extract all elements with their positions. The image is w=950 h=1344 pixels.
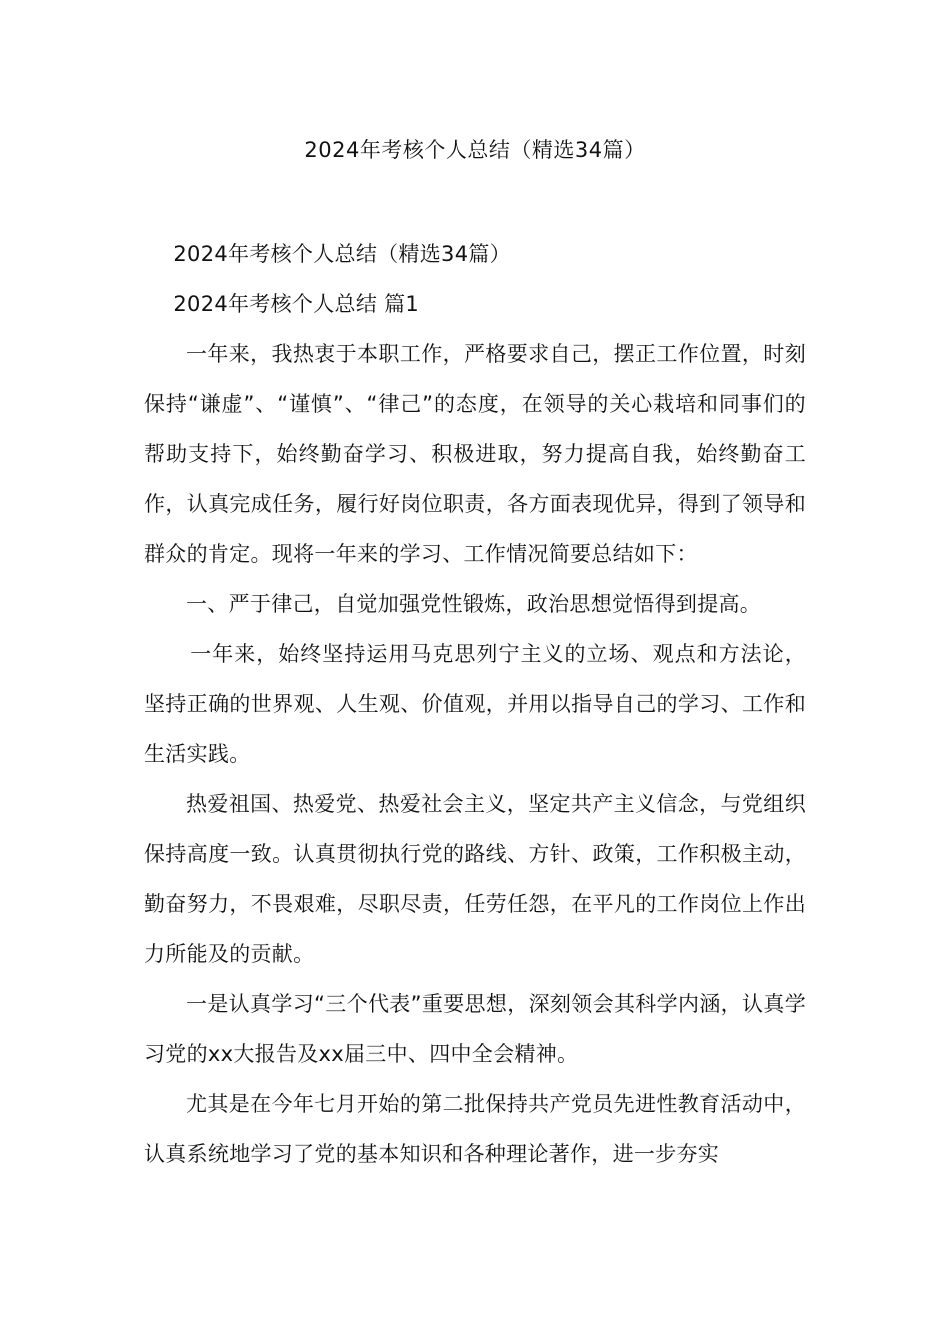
paragraph: 一是认真学习“三个代表”重要思想，深刻领会其科学内涵，认真学习党的xx大报告及xx届三中、四中全会精神。 [144, 992, 806, 1066]
paragraph: 一年来，始终坚持运用马克思列宁主义的立场、观点和方法论，坚持正确的世界观、人生观、价值观，并用以指导自己的学习、工作和生活实践。 [144, 642, 806, 766]
document-subtitle: 2024年考核个人总结（精选34篇） [173, 242, 511, 266]
paragraph: 一年来，我热衷于本职工作，严格要求自己，摆正工作位置，时刻保持“谦虚”、“谨慎”、“律己”的态度，在领导的关心栽培和同事们的帮助支持下，始终勤奋学习、积极进取，努力提高自我，始终勤奋工作，认真完成任务，履行好岗位职责，各方面表现优异，得到了领导和群众的肯定。现将一年来的学习、工作情况简要总结如下： [144, 342, 806, 566]
paragraph: 一、严于律己，自觉加强党性锻炼，政治思想觉悟得到提高。 [186, 592, 762, 616]
paragraph: 尤其是在今年七月开始的第二批保持共产党员先进性教育活动中，认真系统地学习了党的基本知识和各种理论著作，进一步夯实 [144, 1092, 806, 1166]
document-body [144, 229, 806, 1179]
section-heading: 2024年考核个人总结 篇1 [173, 292, 420, 316]
paragraph: 热爱祖国、热爱党、热爱社会主义，坚定共产主义信念，与党组织保持高度一致。认真贯彻执行党的路线、方针、政策，工作积极主动，勤奋努力，不畏艰难，尽职尽责，任劳任怨，在平凡的工作岗位上作出力所能及的贡献。 [144, 792, 806, 966]
document-title: 2024年考核个人总结（精选34篇） [304, 138, 646, 162]
